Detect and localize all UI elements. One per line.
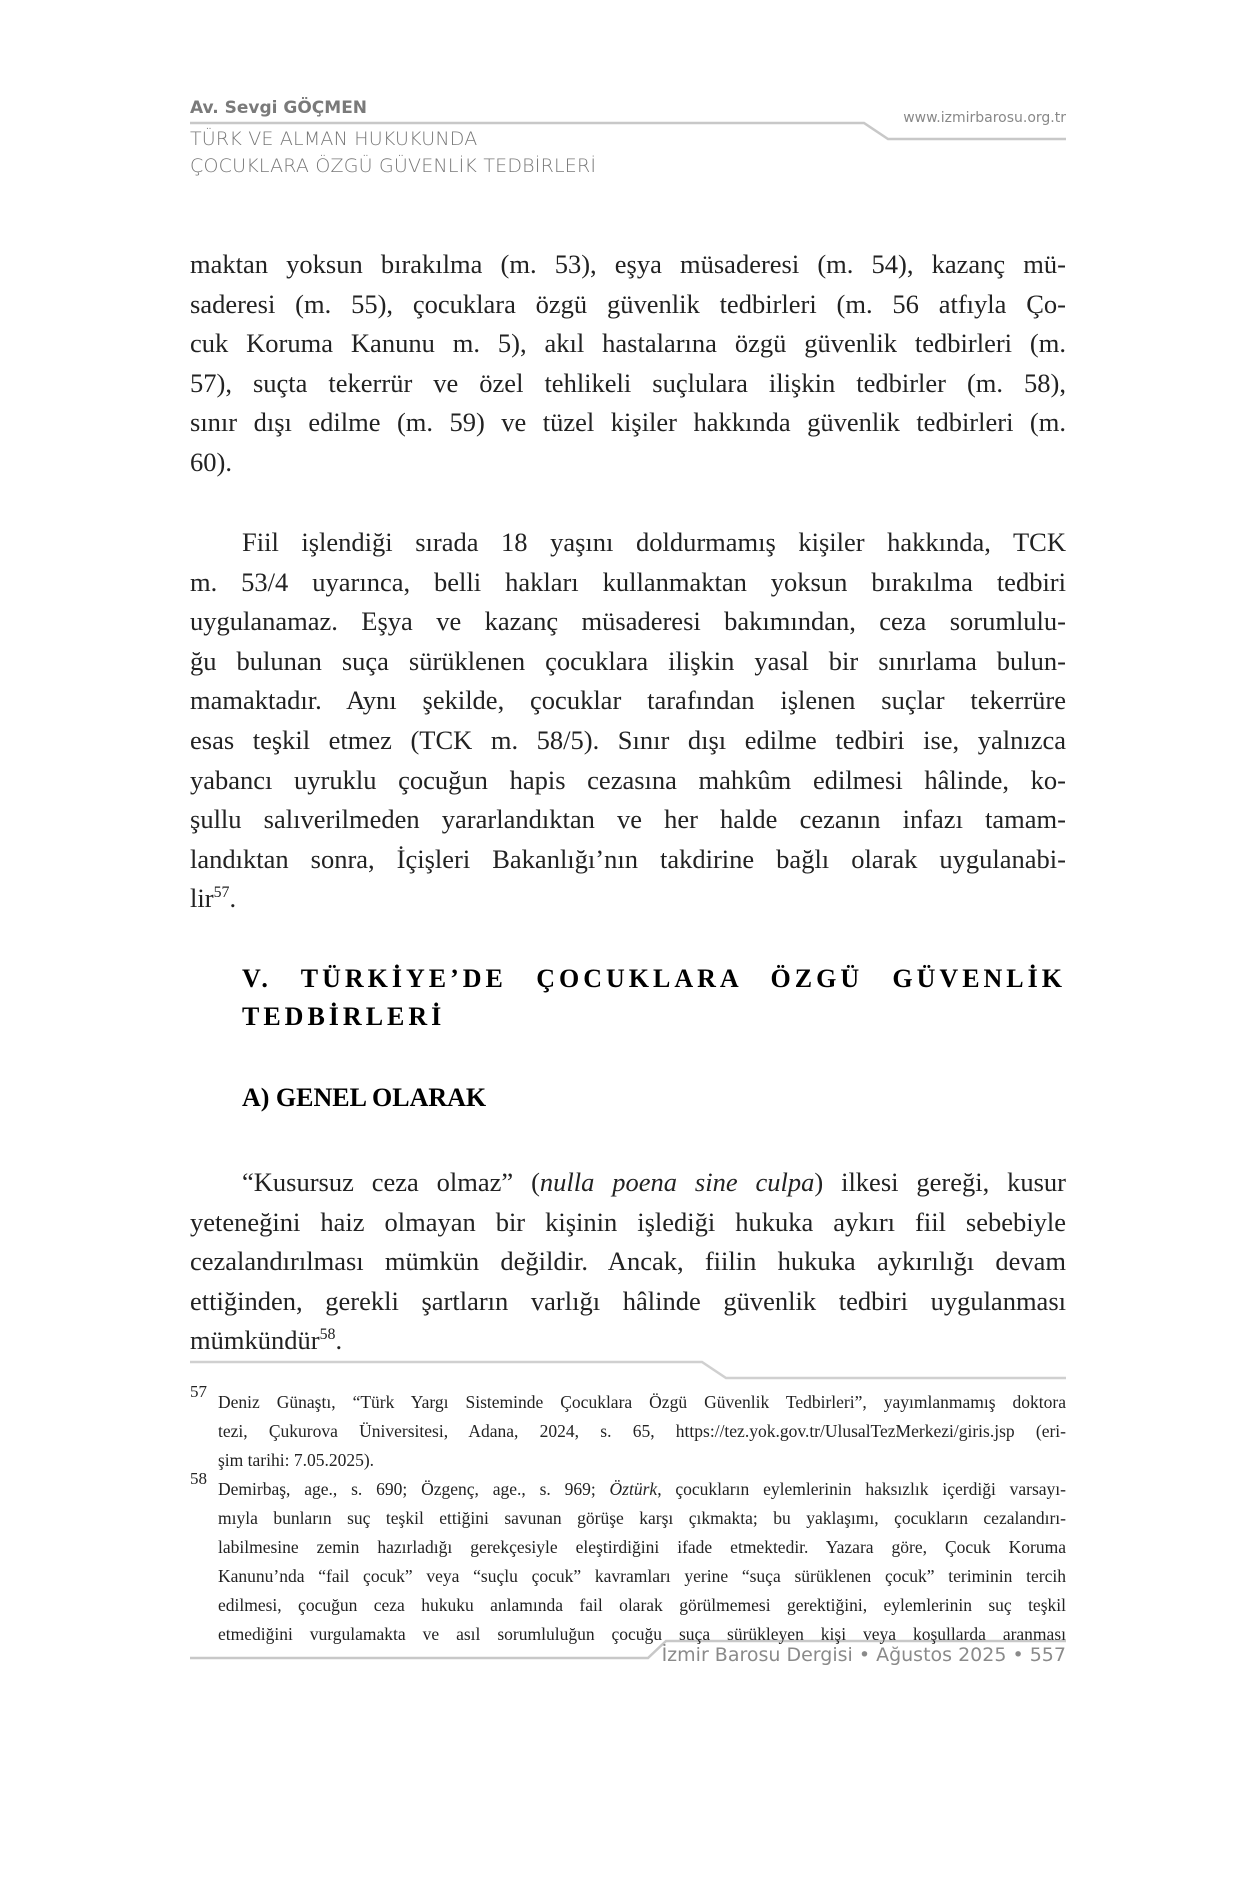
running-title-line2: ÇOCUKLARA ÖZGÜ GÜVENLİK TEDBİRLERİ [190,155,597,177]
section-heading-v-line2: TEDBİRLERİ [242,1002,446,1031]
footnote-line: Kanunu’nda “fail çocuk” veya “suçlu çocuk” kavramları yerine “suça sürüklenen çocuk” teriminin tercih [218,1566,1066,1586]
header-rule [190,123,1066,139]
footnote-line: Demirbaş, age., s. 690; Özgenç, age., s. 969; Öztürk, çocukların eylemlerinin haksızlık içerdiği varsayı- [218,1479,1067,1499]
text-line: 60). [190,446,232,477]
text-line: esas teşkil etmez (TCK m. 58/5). Sınır dışı edilme tedbiri ise, yalnızca [190,724,1066,755]
author-name: Av. Sevgi GÖÇMEN [190,98,368,118]
footnote-57 [190,1382,1066,1478]
footnote-ref-57[interactable]: 57 [213,884,230,902]
section-heading-v [242,960,1066,1036]
footnote-line: labilmesine zemin hazırladığı gerekçesiyle eleştirdiğini ifade etmektedir. Yazara göre, Çocuk Koruma [218,1537,1066,1557]
footnote-58 [190,1469,1067,1655]
page-footer: İzmir Barosu Dergisi • Ağustos 2025 • 557 [661,1644,1066,1666]
website-link[interactable]: www.izmirbarosu.org.tr [903,110,1066,126]
text-line: uygulanamaz. Eşya ve kazanç müsaderesi bakımından, ceza sorumlulu- [190,606,1066,637]
text-line: lir$^{57}$. [190,883,237,914]
text-line: cuk Koruma Kanunu m. 5), akıl hastalarına özgü güvenlik tedbirleri (m. [190,328,1066,359]
footnote-line: şim tarihi: 7.05.2025). [218,1450,375,1470]
footnote-line: Deniz Günaştı, “Türk Yargı Sisteminde Çocuklara Özgü Güvenlik Tedbirleri”, yayımlanmamış doktora [218,1392,1066,1412]
footnote-line: edilmesi, çocuğun ceza hukuku anlamında fail olarak görülmemesi gerektiğini, eylemlerinin suç teşkil [218,1595,1066,1615]
paragraph-2 [190,523,1066,919]
footnote-separator-rule [190,1362,1066,1378]
text-line: Fiil işlendiği sırada 18 yaşını doldurmamış kişiler hakkında, TCK [242,527,1066,557]
subsection-heading-a: A) GENEL OLARAK [242,1083,487,1112]
text-line: şullu salıverilmeden yararlandıktan ve her halde cezanın infazı tamam- [190,804,1066,835]
footnote-text [218,1388,1066,1475]
text-line: maktan yoksun bırakılma (m. 53), eşya müsaderesi (m. 54), kazanç mü- [190,249,1066,279]
footnote-ref-58[interactable]: 58 [319,1326,336,1344]
text-line: saderesi (m. 55), çocuklara özgü güvenlik tedbirleri (m. 56 atfıyla Ço- [190,288,1066,319]
text-line: sınır dışı edilme (m. 59) ve tüzel kişiler hakkında güvenlik tedbirleri (m. [190,407,1066,438]
text-line: mamaktadır. Aynı şekilde, çocuklar tarafından işlenen suçlar tekerrüre [190,685,1066,716]
text-line: m. 53/4 uyarınca, belli hakları kullanmaktan yoksun bırakılma tedbiri [190,566,1066,597]
footnote-number: 57 [190,1382,207,1401]
footnote-number: 58 [190,1469,207,1488]
running-title-line1: TÜRK VE ALMAN HUKUKUNDA [190,128,478,150]
text-line: “Kusursuz ceza olmaz” (nulla poena sine culpa) ilkesi gereği, kusur [242,1167,1066,1197]
footnote-line: mıyla bunların suç teşkil ettiğini savunan görüşe karşı çıkmakta; bu yaklaşımı, çocukların cezalandırı- [218,1508,1066,1528]
section-heading-v-line1: V. TÜRKİYE’DE ÇOCUKLARA ÖZGÜ GÜVENLİK [242,964,1066,993]
footnote-line: etmediğini vurgulamakta ve asıl sorumluluğun çocuğu suça sürükleyen kişi veya koşullarda aranması [218,1624,1066,1644]
paragraph-3 [190,1163,1066,1361]
text-line: ettiğinden, gerekli şartların varlığı hâlinde güvenlik tedbiri uygulanması [190,1285,1066,1316]
footnote-line: tezi, Çukurova Üniversitesi, Adana, 2024, s. 65, https://tez.yok.gov.tr/UlusalTezMerkezi/giris.jsp (eri- [218,1421,1066,1441]
text-line: 57), suçta tekerrür ve özel tehlikeli suçlulara ilişkin tedbirler (m. 58), [190,367,1066,398]
text-line: yabancı uyruklu çocuğun hapis cezasına mahkûm edilmesi hâlinde, ko- [190,764,1066,795]
text-line: mümkündür$^{58}$. [190,1325,343,1356]
text-line: ğu bulunan suça sürüklenen çocuklara ilişkin yasal bir sınırlama bulun- [190,645,1066,676]
text-line: landıktan sonra, İçişleri Bakanlığı’nın takdirine bağlı olarak uygulanabi- [190,843,1066,874]
paragraph-1 [190,245,1066,483]
text-line: cezalandırılması mümkün değildir. Ancak, fiilin hukuka aykırılığı devam [190,1246,1066,1277]
text-line: yeteneğini haiz olmayan bir kişinin işlediği hukuka aykırı fiil sebebiyle [190,1206,1066,1237]
footnote-text [218,1475,1066,1649]
